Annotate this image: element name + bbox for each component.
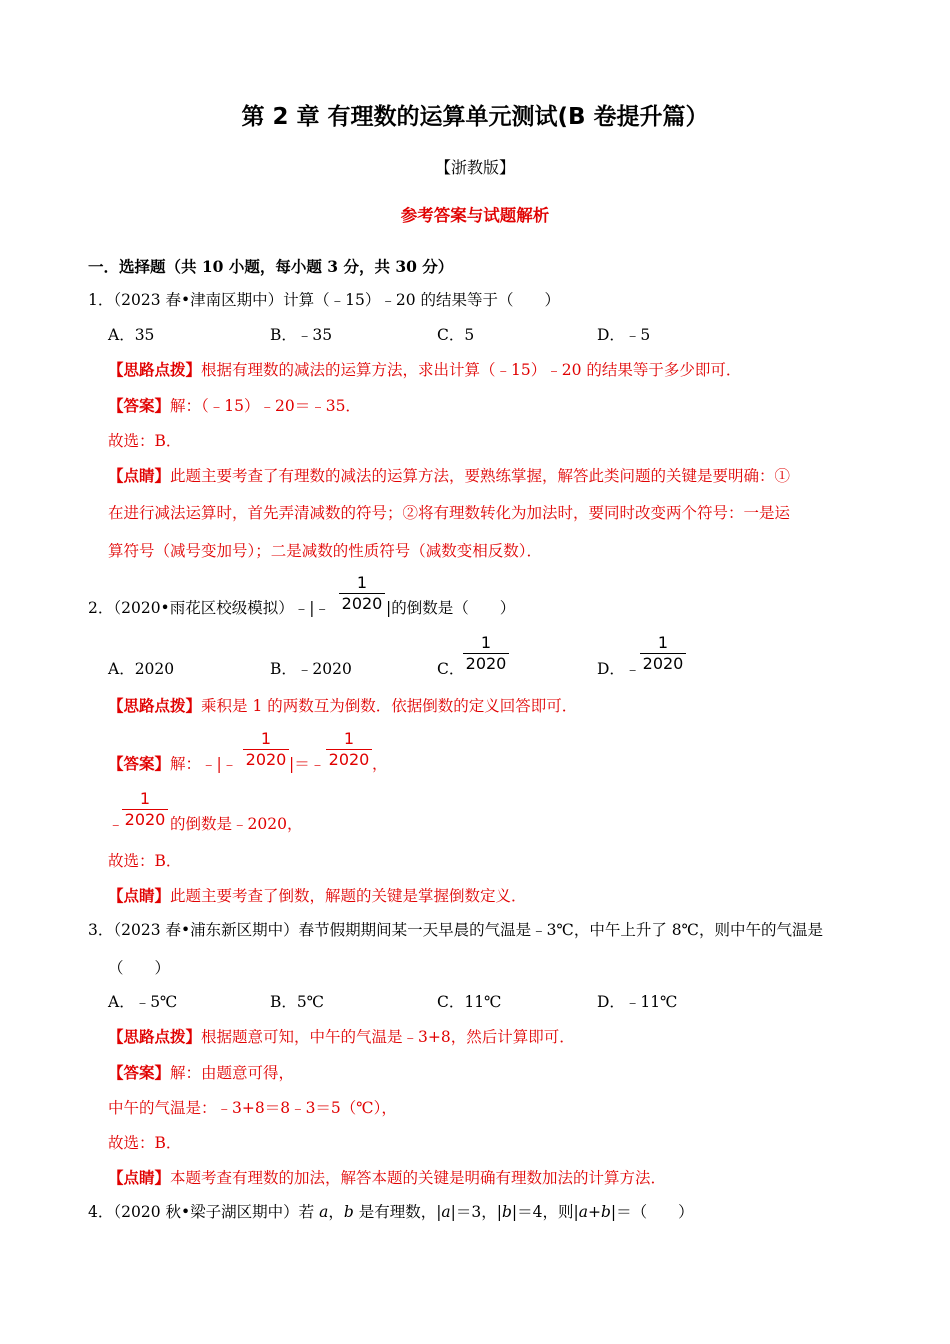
q2-ans-frac1-den: 2020 <box>245 750 287 769</box>
q2-option-b: B．﹣2020 <box>270 660 352 678</box>
q3-answer-label: 【答案】 <box>108 1063 171 1082</box>
q4-stem-d: |＝3，| <box>450 1203 502 1221</box>
q4-stem-b: ， <box>328 1203 344 1221</box>
q2-hint-label: 【思路点拨】 <box>108 696 202 715</box>
q3-answer-text: 解：由题意可得， <box>170 1064 295 1082</box>
q2-d-frac-num: 1 <box>657 633 669 652</box>
q1-comment-line2: 在进行减法运算时，首先弄清减数的符号；②将有理数转化为加法时，要同时改变两个符号：一是运 <box>108 504 791 522</box>
q1-hint-text: 根据有理数的减法的运算方法，求出计算（﹣15）﹣20 的结果等于多少即可． <box>201 361 742 379</box>
q2-choose: 故选：B． <box>108 852 182 870</box>
section-heading: 一．选择题（共 10 小题，每小题 3 分，共 30 分） <box>88 257 454 276</box>
q4-stem-c: 是有理数，| <box>353 1203 442 1221</box>
q1-comment-line3: 算符号（减号变加号）；二是减数的性质符号（减数变相反数）． <box>108 542 543 560</box>
q1-hint-label: 【思路点拨】 <box>108 360 202 379</box>
q2-option-a: A．2020 <box>108 660 175 678</box>
q1-stem: 1．（2023 春•津南区期中）计算（﹣15）﹣20 的结果等于（ ） <box>88 291 561 309</box>
q4-var-a: a <box>319 1203 329 1221</box>
q2-option-c-fraction <box>463 633 509 674</box>
q2-answer <box>108 753 237 775</box>
q2-stem-fraction <box>339 573 385 614</box>
q3-hint-label: 【思路点拨】 <box>108 1027 202 1046</box>
q3-comment-text: 本题考查有理数的加法，解答本题的关键是明确有理数加法的计算方法． <box>170 1169 667 1187</box>
q1-comment-text1: 此题主要考查了有理数的减法的运算方法，要熟练掌握，解答此类问题的关键是要明确：① <box>170 467 791 485</box>
q2-answer2-fraction <box>122 789 168 830</box>
q2-stem-prefix: 2．（2020•雨花区校级模拟）﹣|﹣ <box>88 599 330 617</box>
q2-answer-fraction2 <box>326 729 372 770</box>
q2-answer-mid: |＝﹣ <box>289 755 326 773</box>
q2-comment-text: 此题主要考查了倒数，解题的关键是掌握倒数定义． <box>170 887 527 905</box>
q4-stem <box>88 1201 694 1223</box>
q3-choose: 故选：B． <box>108 1134 182 1152</box>
q1-answer-text: 解：（﹣15）﹣20＝﹣35． <box>170 397 361 415</box>
q3-hint <box>108 1026 575 1048</box>
q1-choose: 故选：B． <box>108 432 182 450</box>
q1-option-c: C．5 <box>437 326 475 344</box>
q3-stem-line2: （ ） <box>108 959 171 977</box>
q2-d-frac-den: 2020 <box>642 654 684 673</box>
q2-ans-frac2-den: 2020 <box>328 750 370 769</box>
q1-comment-line1 <box>108 465 790 487</box>
page-title: 第 2 章 有理数的运算单元测试(B 卷提升篇） <box>241 104 709 130</box>
q4-abs-b: b <box>501 1203 512 1221</box>
q1-option-b: B．﹣35 <box>270 326 333 344</box>
q3-comment <box>108 1167 666 1189</box>
q2-stem-frac-num: 1 <box>356 573 368 592</box>
q2-answer-label: 【答案】 <box>108 754 171 773</box>
q2-answer-fraction1 <box>243 729 289 770</box>
q4-stem-f: |＝（ ） <box>610 1203 694 1221</box>
q4-abs-a: a <box>441 1203 451 1221</box>
q1-answer-label: 【答案】 <box>108 396 171 415</box>
q2-answer-prefix: 解：﹣|﹣ <box>170 755 238 773</box>
edition-label: 【浙教版】 <box>434 158 515 177</box>
q3-option-c: C．11℃ <box>437 993 502 1011</box>
q3-hint-text: 根据题意可知，中午的气温是﹣3+8，然后计算即可． <box>201 1028 575 1046</box>
q4-stem-e: |＝4，则| <box>511 1203 579 1221</box>
q3-answer <box>108 1062 294 1084</box>
q3-comment-label: 【点睛】 <box>108 1168 171 1187</box>
q2-option-d-fraction <box>640 633 686 674</box>
q1-hint <box>108 359 741 381</box>
q2-ans-frac2-num: 1 <box>343 729 355 748</box>
q2-answer2-prefix: ﹣ <box>108 815 124 833</box>
q1-answer <box>108 395 361 417</box>
q2-option-d: D．﹣ <box>597 660 641 678</box>
q2-comment-label: 【点睛】 <box>108 886 171 905</box>
q2-stem-suffix: |的倒数是（ ） <box>386 599 516 617</box>
q2-answer2-suffix: 的倒数是﹣2020， <box>170 815 303 833</box>
q1-option-d: D．﹣5 <box>597 326 651 344</box>
q1-comment-label: 【点睛】 <box>108 466 171 485</box>
q3-option-a: A．﹣5℃ <box>108 993 178 1011</box>
q2-answer-end: ， <box>372 755 388 773</box>
q4-stem-a: 4．（2020 秋•梁子湖区期中）若 <box>88 1203 320 1221</box>
q2-c-frac-den: 2020 <box>465 654 507 673</box>
q4-var-ab: a+b <box>578 1203 611 1221</box>
q2-c-frac-num: 1 <box>480 633 492 652</box>
answers-heading: 参考答案与试题解析 <box>400 206 550 225</box>
q3-option-b: B．5℃ <box>270 993 325 1011</box>
q2-hint-text: 乘积是 1 的两数互为倒数．依据倒数的定义回答即可． <box>201 697 578 715</box>
q2-ans-frac1-num: 1 <box>260 729 272 748</box>
q1-option-a: A．35 <box>108 326 155 344</box>
q2-ans2-frac-num: 1 <box>139 789 151 808</box>
q4-var-b: b <box>343 1203 354 1221</box>
q3-answer-line2: 中午的气温是：﹣3+8＝8﹣3＝5（℃）， <box>108 1099 397 1117</box>
q2-hint <box>108 695 577 717</box>
q2-ans2-frac-den: 2020 <box>124 810 166 829</box>
q2-comment <box>108 885 527 907</box>
q2-option-c: C． <box>437 660 465 678</box>
q2-stem-frac-den: 2020 <box>341 594 383 613</box>
q3-option-d: D．﹣11℃ <box>597 993 678 1011</box>
q3-stem-line1: 3．（2023 春•浦东新区期中）春节假期期间某一天早晨的气温是﹣3℃，中午上升了 8℃，则中午的气温是 <box>88 921 823 939</box>
